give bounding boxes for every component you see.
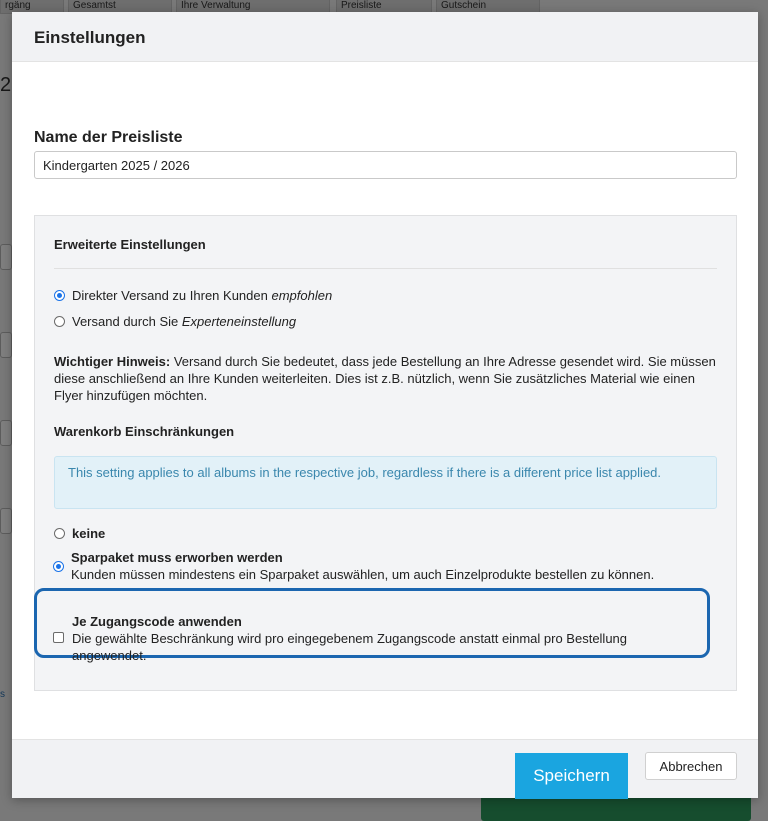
- price-list-name-label: Name der Preisliste: [34, 129, 183, 146]
- cart-restrictions-title: Warenkorb Einschränkungen: [54, 424, 235, 439]
- radio-label: Versand durch Sie Experteneinstellung: [72, 314, 297, 329]
- modal-footer: [12, 739, 758, 798]
- option-description: Kunden müssen mindestens ein Sparpaket auswählen, um auch Einzelprodukte bestellen zu können.: [71, 567, 655, 582]
- advanced-settings-title: Erweiterte Einstellungen: [54, 237, 206, 252]
- save-button[interactable]: Speichern: [515, 753, 628, 799]
- info-alert: This setting applies to all albums in the respective job, regardless if there is a different price list applied.: [54, 456, 717, 509]
- settings-modal: [12, 12, 758, 798]
- radio-button[interactable]: [53, 561, 64, 572]
- option-description: Die gewählte Beschränkung wird pro eingegebenem Zugangscode anstatt einmal pro Bestellung angewendet.: [72, 631, 628, 663]
- advanced-settings-overlay: [34, 215, 737, 691]
- per-access-code-option[interactable]: [53, 613, 692, 664]
- option-text: [71, 549, 654, 583]
- option-title: Je Zugangscode anwenden: [72, 614, 242, 629]
- radio-sparpaket-required[interactable]: [53, 549, 654, 583]
- notice-label: Wichtiger Hinweis:: [54, 354, 171, 369]
- checkbox[interactable]: [53, 632, 64, 643]
- price-list-name-input[interactable]: [34, 151, 737, 179]
- modal-title: Einstellungen: [34, 28, 146, 47]
- radio-label: keine: [72, 526, 106, 541]
- cancel-button[interactable]: Abbrechen: [645, 752, 737, 780]
- option-title: Sparpaket muss erworben werden: [71, 550, 283, 565]
- radio-label: Direkter Versand zu Ihren Kunden empfohlen: [72, 288, 333, 303]
- notice-text: Versand durch Sie bedeutet, dass jede Bestellung an Ihre Adresse gesendet wird. Sie müssen diese anschließend an Ihre Kunden weiterleiten. Dies ist z.B. nützlich, wenn Sie zusätzliches Material wie einen Flyer hinzufügen möchten.: [54, 354, 716, 403]
- option-text: [72, 613, 692, 664]
- modal-header: [12, 12, 758, 62]
